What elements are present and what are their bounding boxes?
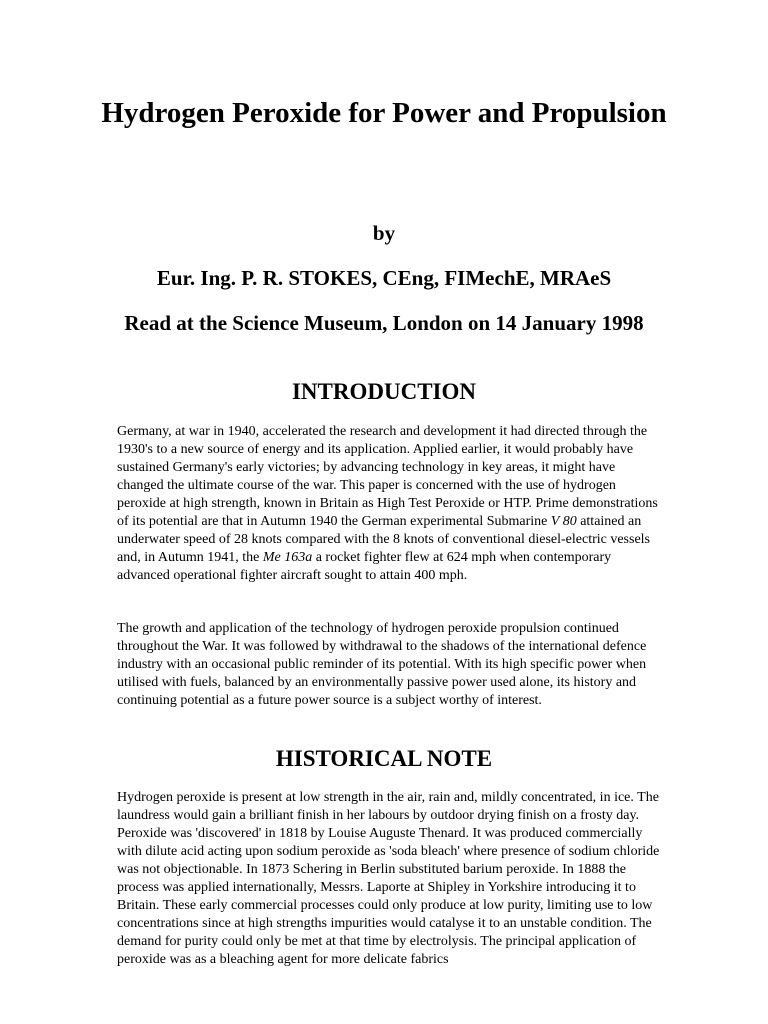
introduction-heading: INTRODUCTION: [291, 379, 477, 404]
document-title: Hydrogen Peroxide for Power and Propulsion: [101, 97, 667, 129]
submarine-name: V 80: [550, 514, 577, 529]
intro-p1-text-b: attained an underwater speed of 28 knots compared with the 8 knots of conventional diesel-electric vessels and, in Autumn 1941, the: [117, 514, 651, 565]
intro-p1-text-c: a rocket fighter flew at 624 mph when contemporary advanced operational fighter aircraft sought to attain 400 mph.: [117, 550, 612, 583]
aircraft-name: Me 163a: [262, 550, 313, 565]
author-line: Eur. Ing. P. R. STOKES, CEng, FIMechE, MRAeS: [156, 266, 612, 290]
venue-line: Read at the Science Museum, London on 14 January 1998: [124, 311, 644, 335]
historical-note-paragraph-1: Hydrogen peroxide is present at low strength in the air, rain and, mildly concentrated, in ice. The laundress would gain a brilliant finish in her labours by outdoor drying finish on a frosty day. Peroxide was 'discovered' in 1818 by Louise Auguste Thenard. It was produced commercially with dilute acid acting upon sodium peroxide as 'soda bleach' where presence of sodium chloride was not objectionable. In 1873 Schering in Berlin substituted barium peroxide. In 1888 the process was applied internationally, Messrs. Laporte at Shipley in Yorkshire introducing it to Britain. These early commercial processes could only produce at low purity, limiting use to low concentrations since at high strengths impurities would catalyse it to an unstable condition. The demand for purity could only be met at that time by electrolysis. The principal application of peroxide was as a bleaching agent for more delicate fabrics: [117, 790, 660, 967]
introduction-paragraph-1: [117, 423, 662, 585]
introduction-paragraph-2: The growth and application of the technology of hydrogen peroxide propulsion continued throughout the War. It was followed by withdrawal to the shadows of the international defence industry with an occasional public reminder of its potential. With its high specific power when utilised with fuels, balanced by an environmentally passive power used alone, its history and continuing potential as a future power source is a subject worthy of interest.: [117, 621, 647, 708]
byline: by: [372, 221, 396, 245]
intro-p1-text-a: Germany, at war in 1940, accelerated the research and development it had directed through the 1930's to a new source of energy and its application. Applied earlier, it would probably have sustained Germany's early victories; by advancing technology in key areas, it might have changed the ultimate course of the war. This paper is concerned with the use of hydrogen peroxide at high strength, known in Britain as High Test Peroxide or HTP. Prime demonstrations of its potential are that in Autumn 1940 the German experimental Submarine: [117, 424, 658, 529]
historical-note-heading: HISTORICAL NOTE: [275, 746, 493, 771]
